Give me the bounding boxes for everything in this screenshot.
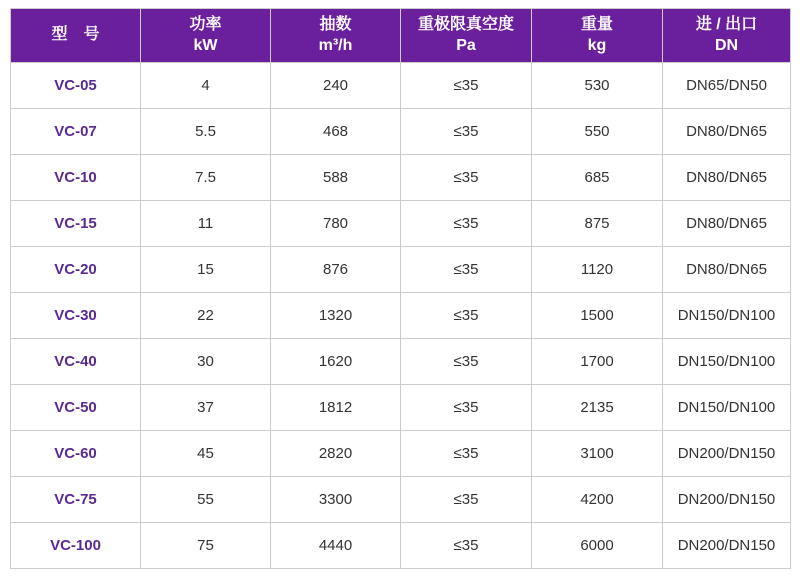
header-capacity <box>271 9 401 63</box>
capacity-cell: 240 <box>271 63 401 109</box>
capacity-cell: 1320 <box>271 293 401 339</box>
model-cell: VC-40 <box>11 339 141 385</box>
table-body <box>11 63 791 569</box>
ports-cell: DN200/DN150 <box>663 431 791 477</box>
vacuum-cell: ≤35 <box>401 293 532 339</box>
vacuum-cell: ≤35 <box>401 155 532 201</box>
model-cell: VC-07 <box>11 109 141 155</box>
weight-cell: 1700 <box>532 339 663 385</box>
capacity-cell: 876 <box>271 247 401 293</box>
ports-cell: DN80/DN65 <box>663 201 791 247</box>
table-header <box>11 9 791 63</box>
capacity-cell: 1620 <box>271 339 401 385</box>
weight-cell: 1500 <box>532 293 663 339</box>
header-row <box>11 9 791 63</box>
header-weight-line1: 重量 <box>580 15 613 33</box>
vacuum-cell: ≤35 <box>401 477 532 523</box>
table-row <box>11 247 791 293</box>
weight-cell: 6000 <box>532 523 663 569</box>
table-row <box>11 63 791 109</box>
capacity-cell: 3300 <box>271 477 401 523</box>
header-ports <box>663 9 791 63</box>
table-row <box>11 201 791 247</box>
ports-cell: DN150/DN100 <box>663 339 791 385</box>
vacuum-cell: ≤35 <box>401 523 532 569</box>
capacity-cell: 1812 <box>271 385 401 431</box>
table-row <box>11 155 791 201</box>
weight-cell: 875 <box>532 201 663 247</box>
vacuum-cell: ≤35 <box>401 63 532 109</box>
vacuum-cell: ≤35 <box>401 339 532 385</box>
header-power-line2: kW <box>193 36 218 54</box>
header-vacuum-line2: Pa <box>456 36 476 54</box>
model-cell: VC-10 <box>11 155 141 201</box>
power-cell: 22 <box>141 293 271 339</box>
ports-cell: DN200/DN150 <box>663 523 791 569</box>
table-row <box>11 339 791 385</box>
model-cell: VC-30 <box>11 293 141 339</box>
capacity-cell: 468 <box>271 109 401 155</box>
header-ports-line2: DN <box>714 36 739 54</box>
weight-cell: 3100 <box>532 431 663 477</box>
power-cell: 4 <box>141 63 271 109</box>
weight-cell: 550 <box>532 109 663 155</box>
ports-cell: DN80/DN65 <box>663 155 791 201</box>
header-model <box>11 9 141 63</box>
table-row <box>11 385 791 431</box>
ports-cell: DN80/DN65 <box>663 247 791 293</box>
model-cell: VC-50 <box>11 385 141 431</box>
power-cell: 11 <box>141 201 271 247</box>
product-spec-table <box>10 8 791 569</box>
capacity-cell: 588 <box>271 155 401 201</box>
header-weight <box>532 9 663 63</box>
weight-cell: 530 <box>532 63 663 109</box>
ports-cell: DN200/DN150 <box>663 477 791 523</box>
vacuum-cell: ≤35 <box>401 201 532 247</box>
header-ports-line1: 进 / 出口 <box>695 15 758 33</box>
table-row <box>11 109 791 155</box>
weight-cell: 685 <box>532 155 663 201</box>
header-capacity-line1: 抽数 <box>319 15 352 33</box>
ports-cell: DN150/DN100 <box>663 293 791 339</box>
weight-cell: 1120 <box>532 247 663 293</box>
vacuum-cell: ≤35 <box>401 431 532 477</box>
header-vacuum <box>401 9 532 63</box>
model-cell: VC-60 <box>11 431 141 477</box>
weight-cell: 2135 <box>532 385 663 431</box>
ports-cell: DN80/DN65 <box>663 109 791 155</box>
power-cell: 30 <box>141 339 271 385</box>
model-cell: VC-05 <box>11 63 141 109</box>
model-cell: VC-100 <box>11 523 141 569</box>
power-cell: 75 <box>141 523 271 569</box>
table-row <box>11 523 791 569</box>
header-weight-line2: kg <box>587 36 607 54</box>
header-capacity-line2: m³/h <box>318 36 353 54</box>
header-model-line1: 型 号 <box>51 26 100 44</box>
header-vacuum-line1: 重极限真空度 <box>417 15 514 33</box>
capacity-cell: 780 <box>271 201 401 247</box>
ports-cell: DN65/DN50 <box>663 63 791 109</box>
ports-cell: DN150/DN100 <box>663 385 791 431</box>
power-cell: 45 <box>141 431 271 477</box>
power-cell: 55 <box>141 477 271 523</box>
model-cell: VC-20 <box>11 247 141 293</box>
table-row <box>11 293 791 339</box>
header-power <box>141 9 271 63</box>
capacity-cell: 2820 <box>271 431 401 477</box>
vacuum-cell: ≤35 <box>401 109 532 155</box>
model-cell: VC-15 <box>11 201 141 247</box>
capacity-cell: 4440 <box>271 523 401 569</box>
table-row <box>11 477 791 523</box>
weight-cell: 4200 <box>532 477 663 523</box>
vacuum-cell: ≤35 <box>401 247 532 293</box>
table-row <box>11 431 791 477</box>
power-cell: 5.5 <box>141 109 271 155</box>
power-cell: 7.5 <box>141 155 271 201</box>
model-cell: VC-75 <box>11 477 141 523</box>
power-cell: 37 <box>141 385 271 431</box>
header-power-line1: 功率 <box>189 15 222 33</box>
power-cell: 15 <box>141 247 271 293</box>
vacuum-cell: ≤35 <box>401 385 532 431</box>
